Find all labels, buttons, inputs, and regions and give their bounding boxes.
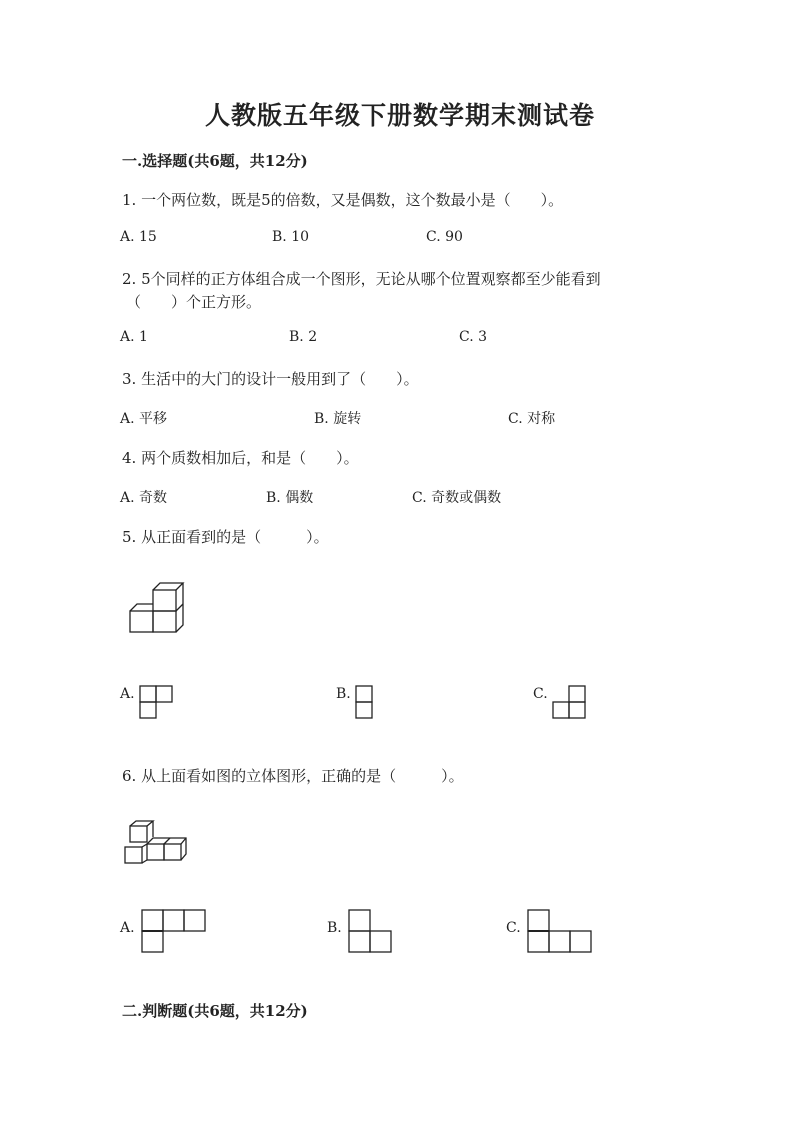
- page-title: 人教版五年级下册数学期末测试卷: [204, 101, 595, 130]
- question-2-option-a: A. 1: [120, 329, 148, 345]
- question-4-text: 4. 两个质数相加后，和是（ ）。: [122, 449, 359, 467]
- question-3-option-b: B. 旋转: [314, 411, 362, 427]
- question-1-option-b: B. 10: [272, 229, 310, 245]
- question-5-option-a-view: [138, 684, 178, 724]
- question-5-option-b: B.: [336, 686, 351, 702]
- question-5-option-a: A.: [120, 686, 135, 702]
- question-5-option-c: C.: [533, 686, 548, 702]
- question-3-option-c: C. 对称: [508, 411, 556, 427]
- question-6-option-a: A.: [120, 920, 135, 936]
- question-2-option-c: C. 3: [459, 329, 488, 345]
- question-2-text: 2. 5个同样的正方体组合成一个图形，无论从哪个位置观察都至少能看到: [122, 270, 601, 288]
- question-1-text: 1. 一个两位数，既是5的倍数，又是偶数，这个数最小是（ ）。: [122, 191, 564, 209]
- section-heading-choice: 一.选择题(共6题，共12分): [122, 152, 308, 170]
- question-5-option-c-view: [551, 684, 591, 724]
- question-5-solid-figure: [120, 580, 200, 640]
- question-3-option-a: A. 平移: [120, 411, 168, 427]
- question-6-option-a-view: [140, 908, 210, 958]
- question-6-option-c: C.: [506, 920, 521, 936]
- question-5-text: 5. 从正面看到的是（ ）。: [122, 528, 329, 546]
- question-1-option-c: C. 90: [426, 229, 463, 245]
- question-2-option-b: B. 2: [289, 329, 318, 345]
- question-6-solid-figure: [120, 818, 200, 868]
- question-4-option-a: A. 奇数: [120, 490, 168, 506]
- section-heading-judgement: 二.判断题(共6题，共12分): [122, 1002, 308, 1020]
- question-1-option-a: A. 15: [120, 229, 157, 245]
- question-4-option-b: B. 偶数: [266, 490, 314, 506]
- question-2-text-continued: （ ）个正方形。: [126, 293, 262, 311]
- question-4-option-c: C. 奇数或偶数: [412, 490, 502, 506]
- question-6-text: 6. 从上面看如图的立体图形，正确的是（ ）。: [122, 767, 464, 785]
- question-6-option-b: B.: [327, 920, 342, 936]
- question-3-text: 3. 生活中的大门的设计一般用到了（ ）。: [122, 370, 419, 388]
- question-5-option-b-view: [354, 684, 378, 724]
- question-6-option-b-view: [347, 908, 397, 958]
- question-6-option-c-view: [526, 908, 596, 958]
